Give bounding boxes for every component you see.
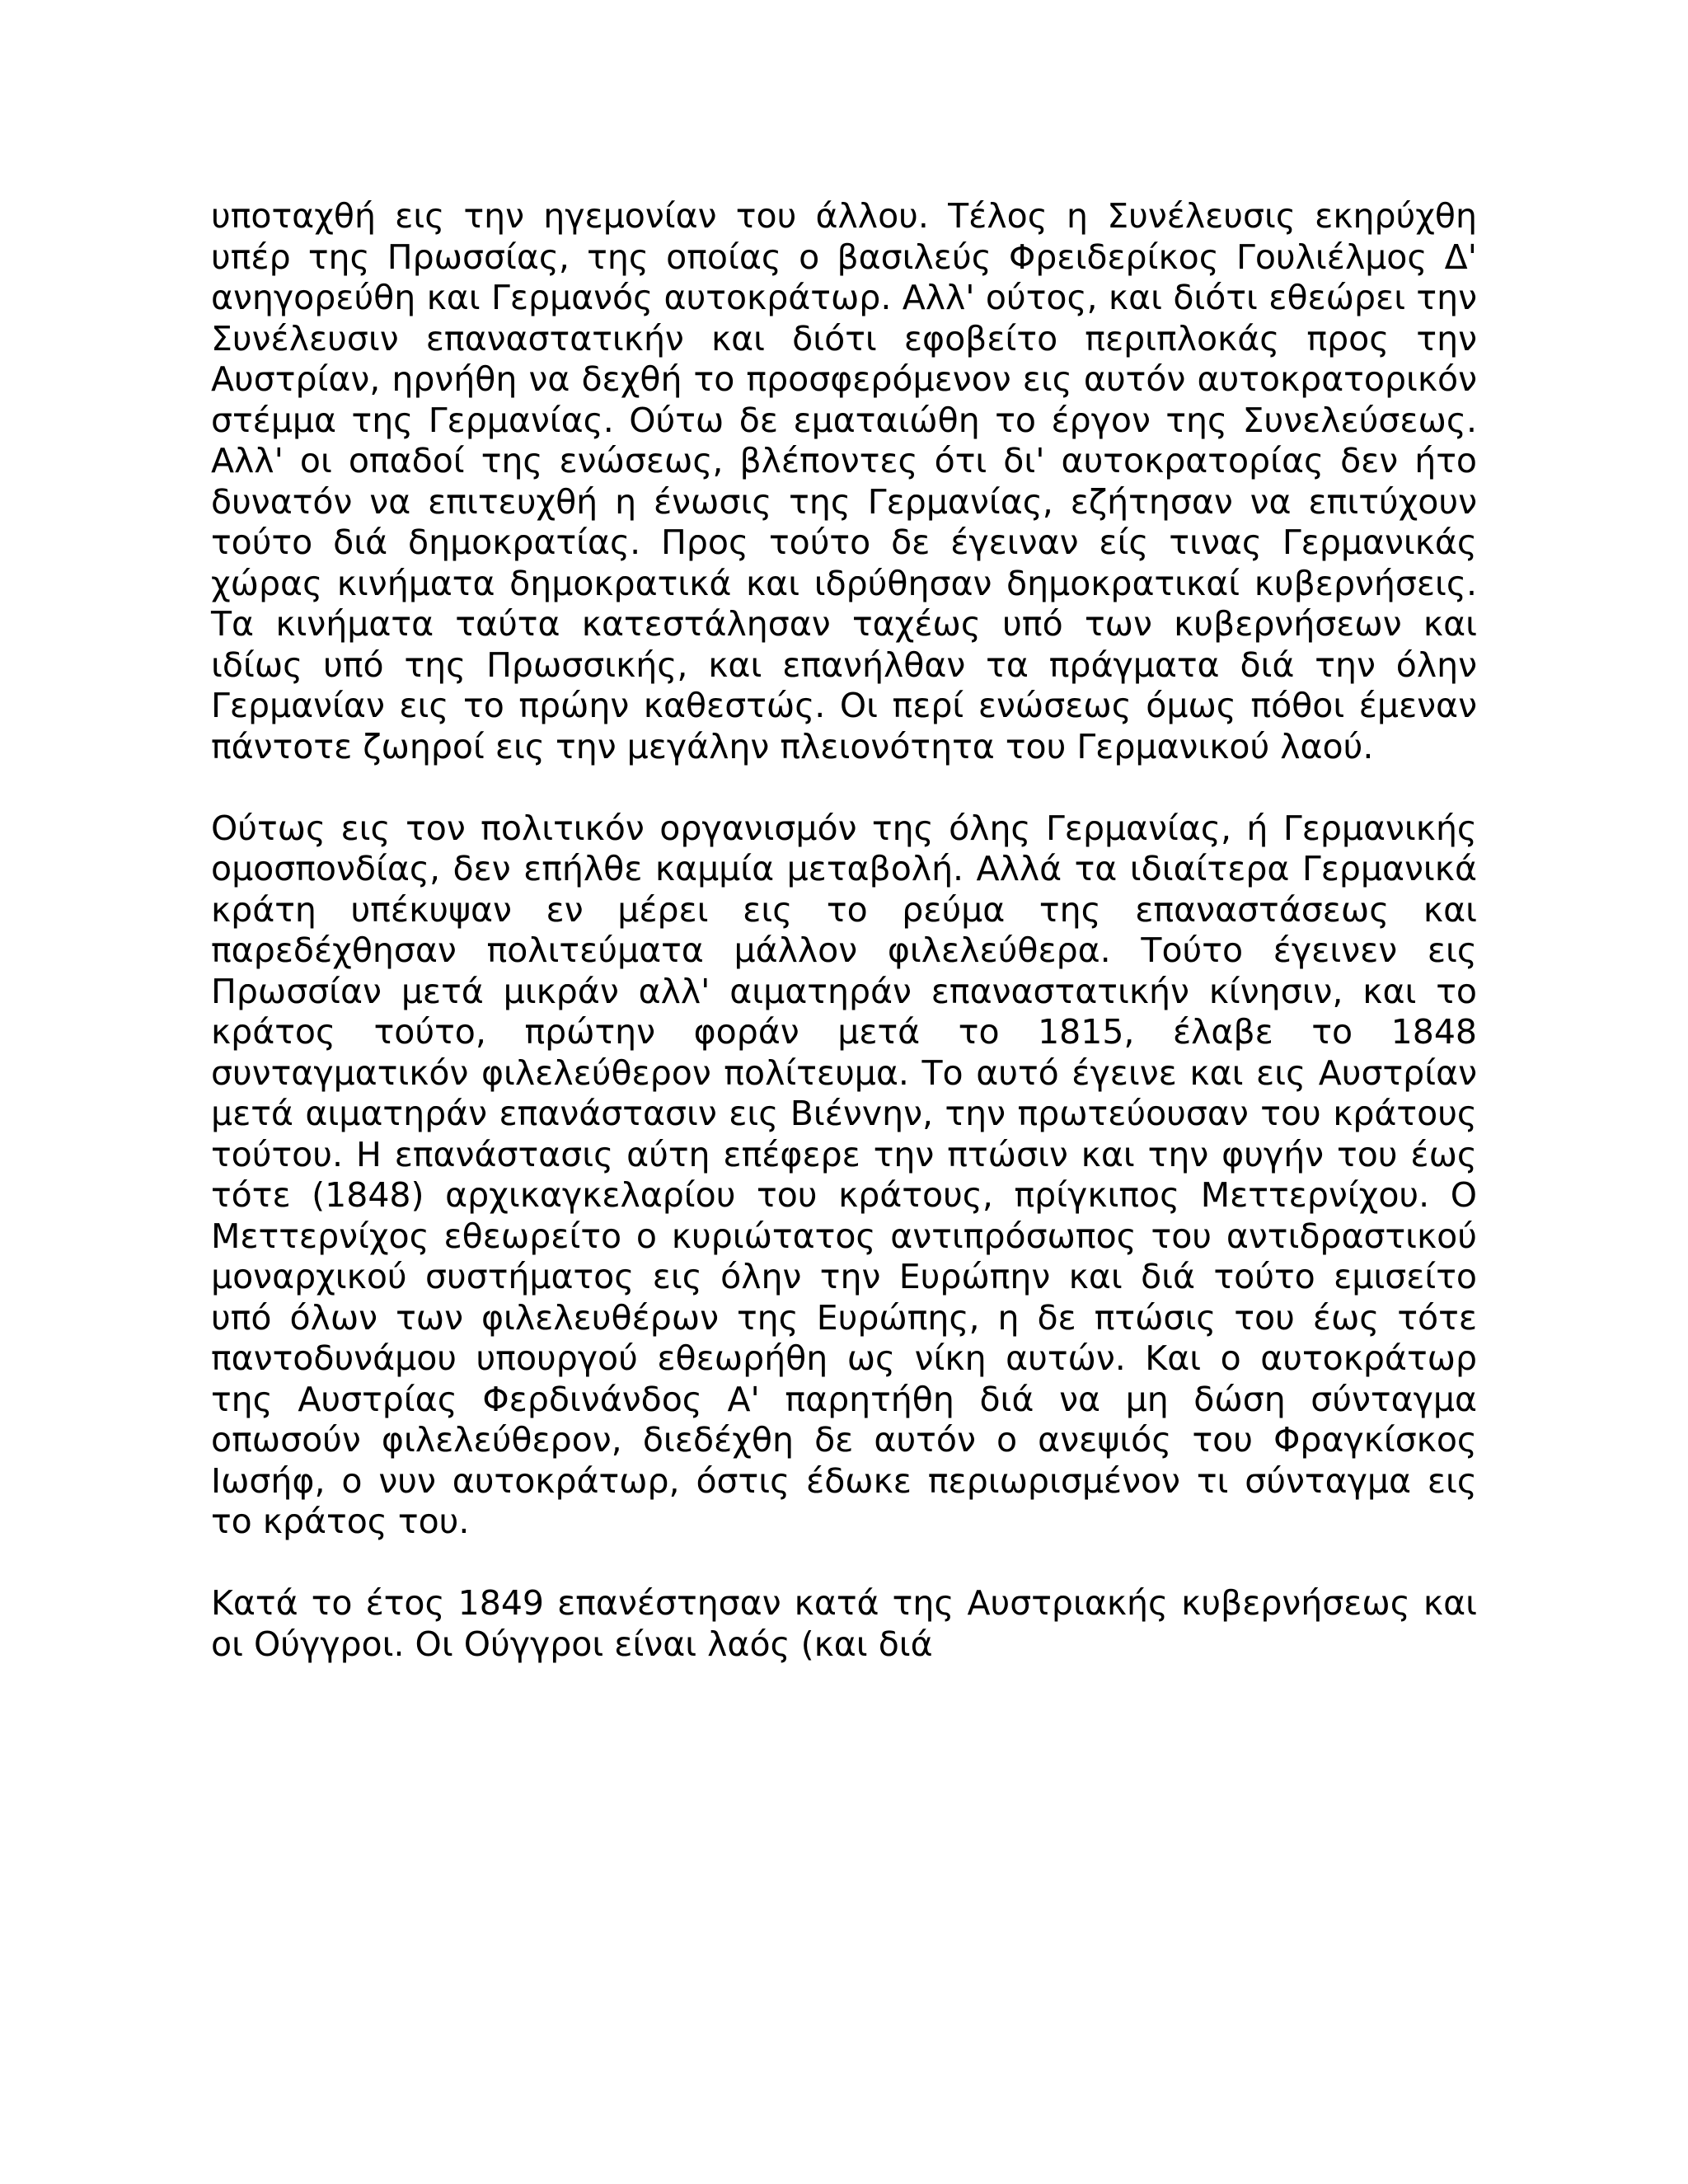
paragraph-3: Κατά το έτος 1849 επανέστησαν κατά της Αυστριακής κυβερνήσεως και οι Ούγγροι. Οι Ούγγροι είναι λαός (και διά <box>211 1583 1477 1664</box>
body-text <box>211 196 1477 1665</box>
paragraph-1: υποταχθή εις την ηγεμονίαν του άλλου. Τέλος η Συνέλευσις εκηρύχθη υπέρ της Πρωσσίας, της οποίας ο βασιλεύς Φρειδερίκος Γουλιέλμος Δ' ανηγορεύθη και Γερμανός αυτοκράτωρ. Αλλ' ούτος, και διότι εθεώρει την Συνέλευσιν επαναστατικήν και διότι εφοβείτο περιπλοκάς προς την Αυστρίαν, ηρνήθη να δεχθή το προσφερόμενον εις αυτόν αυτοκρατορικόν στέμμα της Γερμανίας. Ούτω δε εματαιώθη το έργον της Συνελεύσεως. Αλλ' οι οπαδοί της ενώσεως, βλέποντες ότι δι' αυτοκρατορίας δεν ήτο δυνατόν να επιτευχθή η ένωσις της Γερμανίας, εζήτησαν να επιτύχουν τούτο διά δημοκρατίας. Προς τούτο δε έγειναν είς τινας Γερμανικάς χώρας κινήματα δημοκρατικά και ιδρύθησαν δημοκρατικαί κυβερνήσεις. Τα κινήματα ταύτα κατεστάλησαν ταχέως υπό των κυβερνήσεων και ιδίως υπό της Πρωσσικής, και επανήλθαν τα πράγματα διά την όλην Γερμανίαν εις το πρώην καθεστώς. Οι περί ενώσεως όμως πόθοι έμεναν πάντοτε ζωηροί εις την μεγάλην πλειονότητα του Γερμανικού λαού. <box>211 196 1477 766</box>
paragraph-2: Ούτως εις τον πολιτικόν οργανισμόν της όλης Γερμανίας, ή Γερμανικής ομοσπονδίας, δεν επήλθε καμμία μεταβολή. Αλλά τα ιδιαίτερα Γερμανικά κράτη υπέκυψαν εν μέρει εις το ρεύμα της επαναστάσεως και παρεδέχθησαν πολιτεύματα μάλλον φιλελεύθερα. Τούτο έγεινεν εις Πρωσσίαν μετά μικράν αλλ' αιματηράν επαναστατικήν κίνησιν, και το κράτος τούτο, πρώτην φοράν μετά το 1815, έλαβε το 1848 συνταγματικόν φιλελεύθερον πολίτευμα. Το αυτό έγεινε και εις Αυστρίαν μετά αιματηράν επανάστασιν εις Βιένvην, την πρωτεύουσαν του κράτους τούτου. Η επανάστασις αύτη επέφερε την πτώσιν και την φυγήν του έως τότε (1848) αρχικαγκελαρίου του κράτους, πρίγκιπος Μεττερνίχου. Ο Μεττερνίχος εθεωρείτο ο κυριώτατος αντιπρόσωπος του αντιδραστικού μοναρχικού συστήματος εις όλην την Ευρώπην και διά τούτο εμισείτο υπό όλων των φιλελευθέρων της Ευρώπης, η δε πτώσις του έως τότε παντοδυνάμου υπουργού εθεωρήθη ως νίκη αυτών. Και ο αυτοκράτωρ της Αυστρίας Φερδινάνδος Α' παρητήθη διά να μη δώση σύνταγμα οπωσούν φιλελεύθερον, διεδέχθη δε αυτόν ο ανεψιός του Φραγκίσκος Ιωσήφ, ο νυν αυτοκράτωρ, όστις έδωκε περιωρισμένον τι σύνταγμα εις το κράτος του. <box>211 808 1477 1541</box>
